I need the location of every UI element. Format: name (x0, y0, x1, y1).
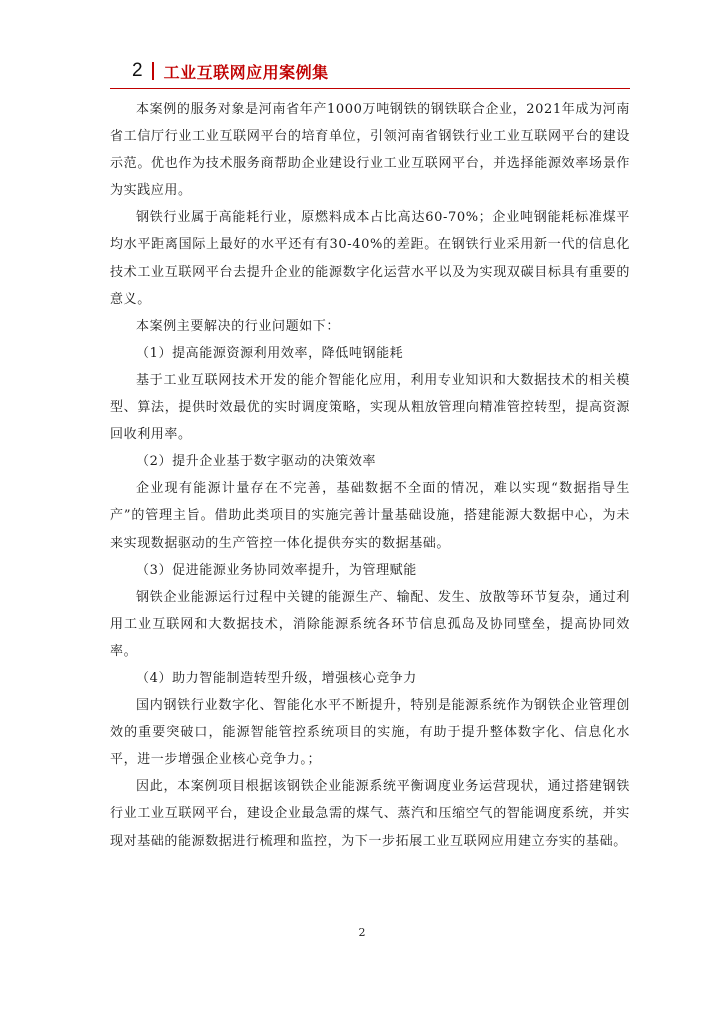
problem-paragraph-2: 企业现有能源计量存在不完善，基础数据不全面的情况，难以实现“数据指导生产”的管理主旨。借助此类项目的实施完善计量基础设施，搭建能源大数据中心，为未来实现数据驱动的生产管控一体化提供夯实的数据基础。 (110, 481, 630, 551)
paragraph-industry: 钢铁行业属于高能耗行业，原燃料成本占比高达60-70%；企业吨钢能耗标准煤平均水平距离国际上最好的水平还有有30-40%的差距。在钢铁行业采用新一代的信息化技术工业互联网平台去提升企业的能源数字化运营水平以及为实现双碳目标具有重要的意义。 (110, 210, 630, 307)
paragraph-problems-intro: 本案例主要解决的行业问题如下： (136, 318, 341, 334)
footer-page-number: 2 (358, 926, 366, 939)
body-text (110, 96, 630, 855)
page-header (132, 56, 329, 86)
header-divider (152, 62, 154, 80)
problem-paragraph-4: 国内钢铁行业数字化、智能化水平不断提升，特别是能源系统作为钢铁企业管理创效的重要突破口，能源智能管控系统项目的实施，有助于提升整体数字化、信息化水平，进一步增强企业核心竞争力。； (110, 698, 630, 768)
paragraph-conclusion: 因此，本案例项目根据该钢铁企业能源系统平衡调度业务运营现状，通过搭建钢铁行业工业互联网平台，建设企业最急需的煤气、蒸汽和压缩空气的智能调度系统，并实现对基础的能源数据进行梳理和监控，为下一步拓展工业互联网应用建立夯实的基础。 (110, 779, 630, 849)
header-title: 工业互联网应用案例集 (163, 62, 329, 82)
problem-heading-4: （4）助力智能制造转型升级，增强核心竞争力 (136, 670, 417, 686)
problem-heading-3: （3）促进能源业务协同效率提升，为管理赋能 (136, 562, 417, 578)
header-rule (110, 88, 630, 89)
problem-heading-1: （1）提高能源资源利用效率，降低吨钢能耗 (136, 345, 404, 361)
paragraph-intro: 本案例的服务对象是河南省年产1000万吨钢铁的钢铁联合企业，2021年成为河南省工信厅行业工业互联网平台的培育单位，引领河南省钢铁行业工业互联网平台的建设示范。优也作为技术服务商帮助企业建设行业工业互联网平台，并选择能源效率场景作为实践应用。 (110, 102, 630, 199)
header-page-number: 2 (132, 60, 143, 81)
problem-heading-2: （2）提升企业基于数字驱动的决策效率 (136, 454, 377, 470)
problem-paragraph-3: 钢铁企业能源运行过程中关键的能源生产、输配、发生、放散等环节复杂，通过利用工业互联网和大数据技术，消除能源系统各环节信息孤岛及协同壁垒，提高协同效率。 (110, 589, 630, 659)
problem-paragraph-1: 基于工业互联网技术开发的能介智能化应用，利用专业知识和大数据技术的相关模型、算法，提供时效最优的实时调度策略，实现从粗放管理向精准管控转型，提高资源回收利用率。 (110, 372, 630, 443)
